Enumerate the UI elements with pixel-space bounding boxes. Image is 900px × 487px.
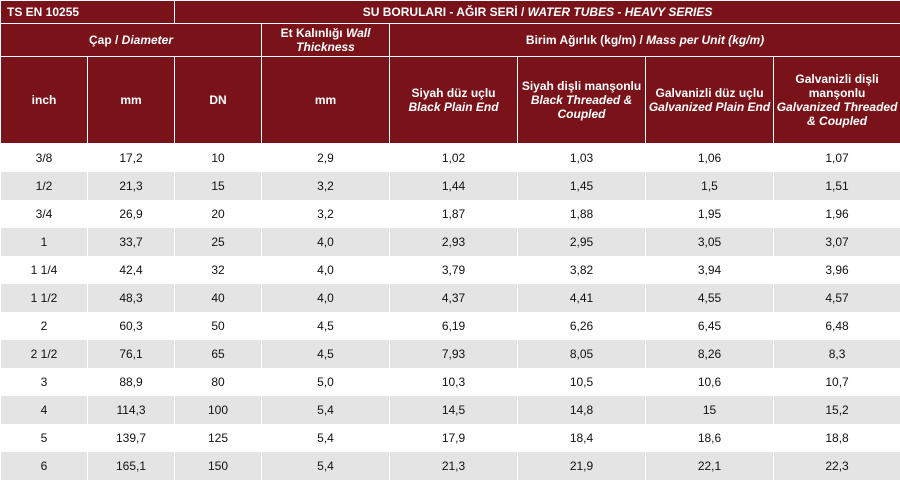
table-row bbox=[1, 396, 900, 424]
cell-galv-plain: 10,6 bbox=[646, 368, 774, 396]
cell-inch: 1/2 bbox=[1, 172, 88, 200]
cell-wall: 2,9 bbox=[262, 144, 390, 173]
cell-galv-threaded: 15,2 bbox=[774, 396, 900, 424]
cell-galv-plain: 18,6 bbox=[646, 424, 774, 452]
cell-black-threaded: 6,26 bbox=[518, 312, 646, 340]
cell-dn: 50 bbox=[175, 312, 262, 340]
cell-black-plain: 2,93 bbox=[390, 228, 518, 256]
cell-dn: 125 bbox=[175, 424, 262, 452]
cell-inch: 2 1/2 bbox=[1, 340, 88, 368]
cell-galv-threaded: 4,57 bbox=[774, 284, 900, 312]
cell-mm: 48,3 bbox=[88, 284, 175, 312]
col-black-threaded: Siyah dişli manşonlu Black Threaded & Coupled bbox=[518, 57, 646, 144]
cell-black-threaded: 2,95 bbox=[518, 228, 646, 256]
cell-dn: 20 bbox=[175, 200, 262, 228]
cell-inch: 3 bbox=[1, 368, 88, 396]
col-galv-plain: Galvanizli düz uçlu Galvanized Plain End bbox=[646, 57, 774, 144]
table-row bbox=[1, 228, 900, 256]
cell-galv-plain: 6,45 bbox=[646, 312, 774, 340]
table-row bbox=[1, 144, 900, 173]
cell-black-threaded: 1,03 bbox=[518, 144, 646, 173]
cell-galv-threaded: 3,96 bbox=[774, 256, 900, 284]
cell-mm: 33,7 bbox=[88, 228, 175, 256]
cell-inch: 1 1/2 bbox=[1, 284, 88, 312]
cell-galv-plain: 3,05 bbox=[646, 228, 774, 256]
cell-black-plain: 3,79 bbox=[390, 256, 518, 284]
cell-dn: 100 bbox=[175, 396, 262, 424]
cell-black-plain: 1,02 bbox=[390, 144, 518, 173]
cell-galv-threaded: 1,96 bbox=[774, 200, 900, 228]
cell-wall: 5,4 bbox=[262, 396, 390, 424]
cell-wall: 4,0 bbox=[262, 256, 390, 284]
mass-per-unit-header: Birim Ağırlık (kg/m) / Mass per Unit (kg/m) bbox=[390, 24, 900, 57]
cell-galv-threaded: 1,51 bbox=[774, 172, 900, 200]
table-row bbox=[1, 284, 900, 312]
wall-thickness-header: Et Kalınlığı Wall Thickness bbox=[262, 24, 390, 57]
cell-galv-threaded: 1,07 bbox=[774, 144, 900, 173]
cell-galv-plain: 1,95 bbox=[646, 200, 774, 228]
cell-mm: 165,1 bbox=[88, 452, 175, 480]
cell-galv-plain: 1,06 bbox=[646, 144, 774, 173]
col-black-plain: Siyah düz uçlu Black Plain End bbox=[390, 57, 518, 144]
cell-mm: 76,1 bbox=[88, 340, 175, 368]
cell-inch: 1 bbox=[1, 228, 88, 256]
cell-mm: 17,2 bbox=[88, 144, 175, 173]
cell-black-threaded: 1,88 bbox=[518, 200, 646, 228]
col-wall-mm: mm bbox=[262, 57, 390, 144]
cell-wall: 5,4 bbox=[262, 452, 390, 480]
table-body bbox=[1, 144, 900, 481]
cell-mm: 88,9 bbox=[88, 368, 175, 396]
cell-galv-threaded: 10,7 bbox=[774, 368, 900, 396]
cell-inch: 2 bbox=[1, 312, 88, 340]
cell-galv-plain: 8,26 bbox=[646, 340, 774, 368]
cell-galv-plain: 3,94 bbox=[646, 256, 774, 284]
cell-wall: 3,2 bbox=[262, 172, 390, 200]
cell-galv-plain: 22,1 bbox=[646, 452, 774, 480]
cell-black-threaded: 10,5 bbox=[518, 368, 646, 396]
cell-inch: 1 1/4 bbox=[1, 256, 88, 284]
cell-inch: 6 bbox=[1, 452, 88, 480]
diameter-header: Çap / Diameter bbox=[1, 24, 262, 57]
cell-mm: 60,3 bbox=[88, 312, 175, 340]
cell-wall: 4,0 bbox=[262, 228, 390, 256]
cell-dn: 150 bbox=[175, 452, 262, 480]
cell-mm: 114,3 bbox=[88, 396, 175, 424]
cell-dn: 40 bbox=[175, 284, 262, 312]
cell-black-plain: 1,87 bbox=[390, 200, 518, 228]
cell-galv-threaded: 6,48 bbox=[774, 312, 900, 340]
cell-galv-plain: 4,55 bbox=[646, 284, 774, 312]
table-row bbox=[1, 200, 900, 228]
cell-black-plain: 7,93 bbox=[390, 340, 518, 368]
cell-wall: 4,5 bbox=[262, 340, 390, 368]
cell-black-threaded: 4,41 bbox=[518, 284, 646, 312]
cell-black-threaded: 14,8 bbox=[518, 396, 646, 424]
cell-galv-threaded: 22,3 bbox=[774, 452, 900, 480]
cell-galv-threaded: 8,3 bbox=[774, 340, 900, 368]
cell-black-plain: 14,5 bbox=[390, 396, 518, 424]
cell-black-plain: 6,19 bbox=[390, 312, 518, 340]
cell-wall: 5,4 bbox=[262, 424, 390, 452]
cell-mm: 139,7 bbox=[88, 424, 175, 452]
table-row bbox=[1, 340, 900, 368]
cell-black-plain: 17,9 bbox=[390, 424, 518, 452]
table-row bbox=[1, 368, 900, 396]
cell-wall: 4,0 bbox=[262, 284, 390, 312]
table-row bbox=[1, 452, 900, 480]
table-row bbox=[1, 256, 900, 284]
cell-black-threaded: 3,82 bbox=[518, 256, 646, 284]
cell-dn: 65 bbox=[175, 340, 262, 368]
cell-inch: 5 bbox=[1, 424, 88, 452]
cell-dn: 32 bbox=[175, 256, 262, 284]
cell-wall: 3,2 bbox=[262, 200, 390, 228]
cell-galv-plain: 1,5 bbox=[646, 172, 774, 200]
cell-galv-threaded: 18,8 bbox=[774, 424, 900, 452]
cell-dn: 80 bbox=[175, 368, 262, 396]
col-inch: inch bbox=[1, 57, 88, 144]
table-title: SU BORULARI - AĞIR SERİ / WATER TUBES - HEAVY SERIES bbox=[175, 1, 900, 24]
cell-inch: 4 bbox=[1, 396, 88, 424]
cell-dn: 10 bbox=[175, 144, 262, 173]
cell-mm: 21,3 bbox=[88, 172, 175, 200]
cell-black-plain: 4,37 bbox=[390, 284, 518, 312]
cell-black-plain: 21,3 bbox=[390, 452, 518, 480]
cell-galv-threaded: 3,07 bbox=[774, 228, 900, 256]
cell-mm: 26,9 bbox=[88, 200, 175, 228]
table-row bbox=[1, 312, 900, 340]
cell-mm: 42,4 bbox=[88, 256, 175, 284]
table-header bbox=[1, 1, 900, 144]
cell-black-threaded: 1,45 bbox=[518, 172, 646, 200]
cell-black-plain: 10,3 bbox=[390, 368, 518, 396]
col-mm: mm bbox=[88, 57, 175, 144]
standard-label: TS EN 10255 bbox=[1, 1, 175, 24]
cell-black-threaded: 18,4 bbox=[518, 424, 646, 452]
cell-galv-plain: 15 bbox=[646, 396, 774, 424]
cell-inch: 3/4 bbox=[1, 200, 88, 228]
cell-dn: 15 bbox=[175, 172, 262, 200]
cell-black-threaded: 21,9 bbox=[518, 452, 646, 480]
table-row bbox=[1, 172, 900, 200]
col-galv-threaded: Galvanizli dişli manşonlu Galvanized Threaded & Coupled bbox=[774, 57, 900, 144]
cell-dn: 25 bbox=[175, 228, 262, 256]
cell-black-threaded: 8,05 bbox=[518, 340, 646, 368]
cell-wall: 5,0 bbox=[262, 368, 390, 396]
col-dn: DN bbox=[175, 57, 262, 144]
cell-inch: 3/8 bbox=[1, 144, 88, 173]
cell-wall: 4,5 bbox=[262, 312, 390, 340]
table-row bbox=[1, 424, 900, 452]
cell-black-plain: 1,44 bbox=[390, 172, 518, 200]
